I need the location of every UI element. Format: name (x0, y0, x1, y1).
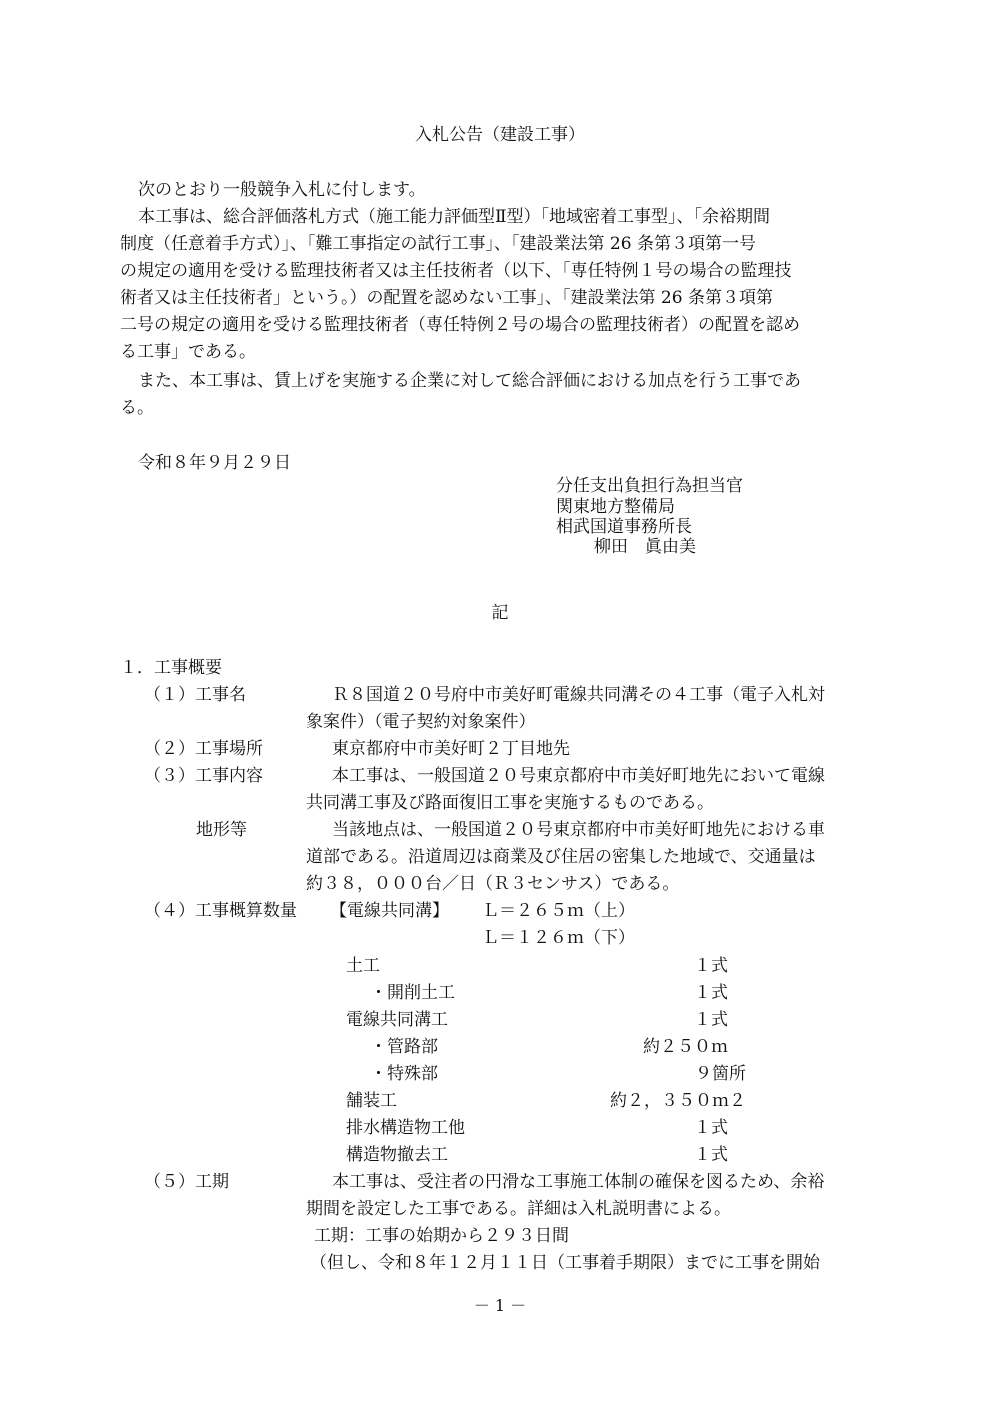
period-duration: 工期：工事の始期から２９３日間 (314, 1226, 569, 1246)
quantity-item-name: ・開削土工 (370, 983, 455, 1003)
document-title: 入札公告（建設工事） (415, 125, 585, 145)
item-label-period: （５）工期 (144, 1172, 229, 1192)
issuer-name: 柳田 眞由美 (594, 537, 696, 557)
quantity-item-qty: １式 (694, 1010, 728, 1030)
terrain-line: 道部である。沿道周辺は商業及び住居の密集した地域で、交通量は (306, 847, 816, 867)
item-label-content: （３）工事内容 (144, 766, 263, 786)
project-name-line: 象案件）（電子契約対象案件） (306, 712, 536, 732)
project-location: 東京都府中市美好町２丁目地先 (332, 739, 570, 759)
length-upper: Ｌ＝２６５ｍ（上） (482, 901, 635, 921)
item-label-quantities: （４）工事概算数量 (144, 901, 297, 921)
notice-date: 令和８年９月２９日 (138, 453, 291, 473)
quantity-item-qty: １式 (694, 983, 728, 1003)
ki-heading: 記 (491, 603, 509, 623)
wage-paragraph-line: また、本工事は、賃上げを実施する企業に対して総合評価における加点を行う工事であ (138, 371, 801, 391)
intro-paragraph-line: 術者又は主任技術者」という。）の配置を認めない工事」、「建設業法第 26 条第３項第 (120, 288, 773, 308)
intro-paragraph-line: 二号の規定の適用を受ける監理技術者（専任特例２号の場合の監理技術者）の配置を認め (120, 315, 800, 335)
period-line: 期間を設定した工事である。詳細は入札説明書による。 (306, 1199, 731, 1219)
project-content-line: 本工事は、一般国道２０号東京都府中市美好町地先において電線 (332, 766, 825, 786)
intro-paragraph-line: 制度（任意着手方式）」、「難工事指定の試行工事」、「建設業法第 26 条第３項第一号 (120, 234, 756, 254)
item-label-project-name: （１）工事名 (144, 685, 246, 705)
wage-paragraph-line: る。 (120, 398, 154, 418)
project-content-line: 共同溝工事及び路面復旧工事を実施するものである。 (306, 793, 714, 813)
quantity-item-qty: １式 (694, 1118, 728, 1138)
section-heading: １．工事概要 (120, 658, 222, 678)
quantity-item-qty: ９箇所 (695, 1064, 746, 1084)
quantity-item-qty: 約２５０ｍ (643, 1037, 728, 1057)
quantity-item-name: 土工 (346, 956, 380, 976)
quantity-item-name: ・管路部 (370, 1037, 438, 1057)
page-number: － 1 － (473, 1296, 527, 1315)
terrain-line: 当該地点は、一般国道２０号東京都府中市美好町地先における車 (332, 820, 825, 840)
intro-paragraph-line: 本工事は、総合評価落札方式（施工能力評価型Ⅱ型）「地域密着工事型」、「余裕期間 (138, 207, 771, 227)
period-line: 本工事は、受注者の円滑な工事施工体制の確保を図るため、余裕 (332, 1172, 825, 1192)
quantity-item-name: 舗装工 (346, 1091, 397, 1111)
item-label-location: （２）工事場所 (144, 739, 263, 759)
length-lower: Ｌ＝１２６ｍ（下） (482, 928, 635, 948)
quantity-item-qty: １式 (694, 1145, 728, 1165)
intro-line: 次のとおり一般競争入札に付します。 (138, 180, 426, 200)
period-note: （但し、令和８年１２月１１日（工事着手期限）までに工事を開始 (310, 1253, 820, 1273)
terrain-line: 約３８，０００台／日（Ｒ３センサス）である。 (306, 874, 680, 894)
project-name-line: Ｒ８国道２０号府中市美好町電線共同溝その４工事（電子入札対 (332, 685, 825, 705)
quantity-item-qty: 約２，３５０ｍ２ (610, 1091, 746, 1111)
item-label-terrain: 地形等 (196, 820, 247, 840)
intro-paragraph-line: る工事」である。 (120, 342, 256, 362)
intro-paragraph-line: の規定の適用を受ける監理技術者又は主任技術者（以下、「専任特例１号の場合の監理技 (120, 261, 792, 281)
issuer-bureau: 関東地方整備局 (556, 497, 675, 517)
issuer-office: 相武国道事務所長 (556, 517, 692, 537)
quantity-item-name: 電線共同溝工 (346, 1010, 448, 1030)
quantity-item-name: 構造物撤去工 (346, 1145, 448, 1165)
quantity-item-qty: １式 (694, 956, 728, 976)
issuer-role: 分任支出負担行為担当官 (556, 476, 743, 496)
quantity-category: 【電線共同溝】 (330, 901, 449, 921)
quantity-item-name: ・特殊部 (370, 1064, 438, 1084)
quantity-item-name: 排水構造物工他 (346, 1118, 465, 1138)
